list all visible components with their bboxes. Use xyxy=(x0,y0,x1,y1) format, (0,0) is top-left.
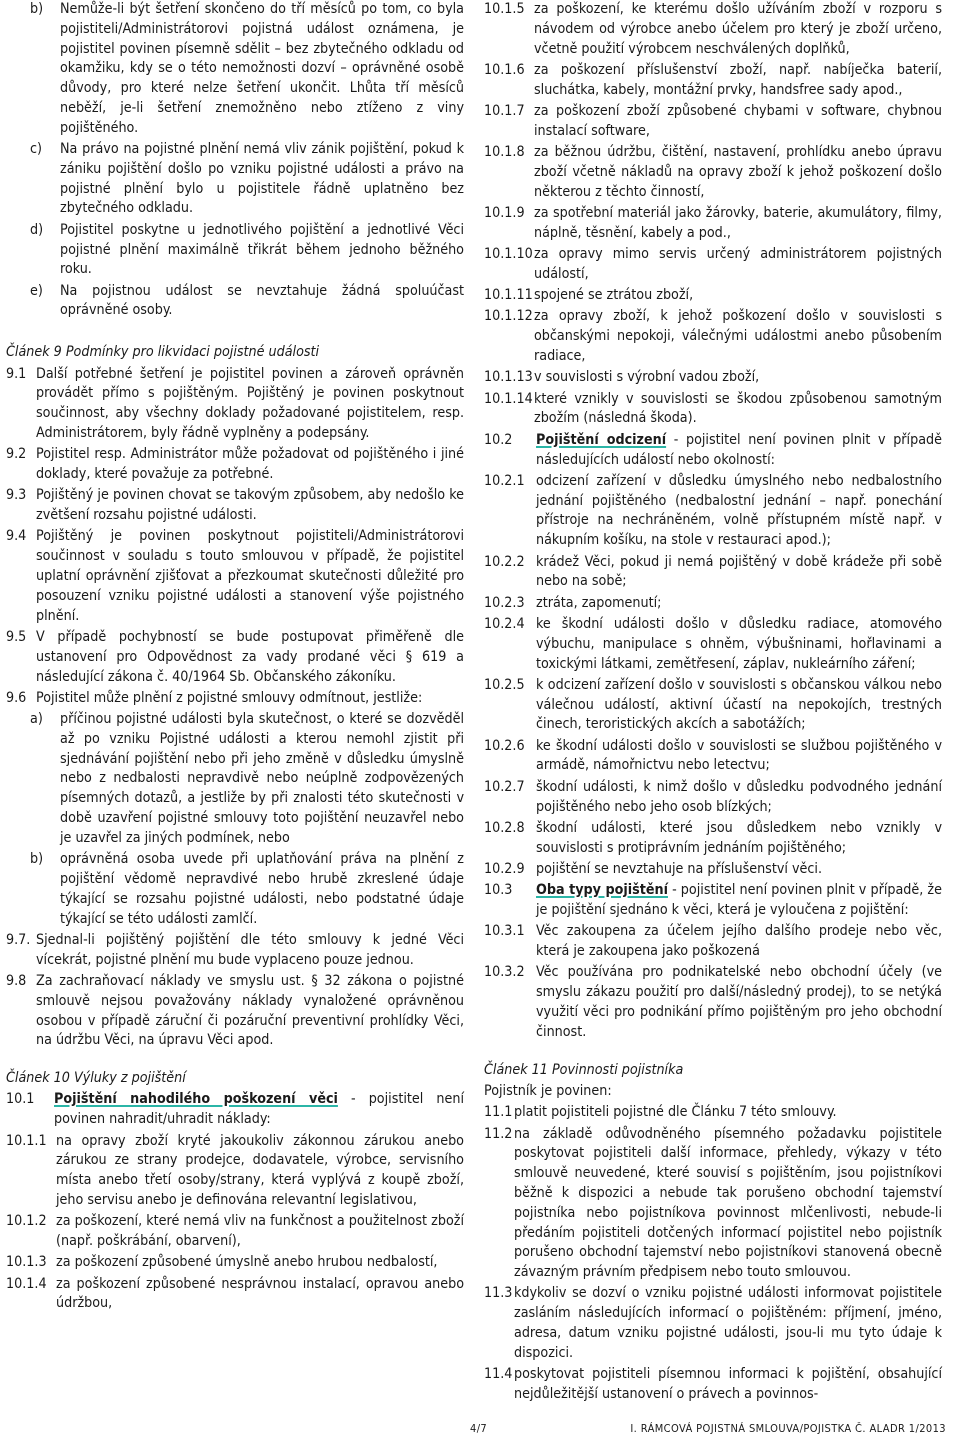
clause-number: 9.1 xyxy=(6,365,27,382)
list-item xyxy=(484,860,942,880)
clause-number: 9.8 xyxy=(6,972,27,989)
list-item xyxy=(484,594,942,614)
page-footer xyxy=(0,1417,960,1441)
clause-number: 9.4 xyxy=(6,528,27,545)
clause-number: 10.2.2 xyxy=(484,553,525,570)
clause-text: poskytovat pojistiteli písemnou informaci k pojištění, obsahující nejdůležitější ustanovení o právech a povinnos- xyxy=(514,1366,942,1402)
clause-10-1 xyxy=(6,1090,464,1130)
clause-number: 9.3 xyxy=(6,487,27,504)
clause-number: a) xyxy=(30,711,43,728)
clause-number: e) xyxy=(30,282,43,299)
clause-text: na základě odůvodněného písemného požadavku pojistitele poskytovat pojistiteli další informace, přehledy, výkazy v této smlouvě neuvedené, které souvisí s pojištěním, jsou pojistníkovi běžně k dispozici a nebude tak porušeno obchodní tajemství pojistníka nebo pojistníkova povinnost mlčenlivosti, nebude-li předáním pojistiteli dotčených informací pojistitel nebo pojistník porušeno obchodní tajemství nebo pojistníkovi stanovená obecně závazným právním předpisem nebo touto smlouvou. xyxy=(514,1125,942,1281)
clause-text: krádež Věci, pokud ji nemá pojištěný v době krádeže při sobě nebo na sobě; xyxy=(536,553,942,590)
clause-text: ke škodní události došlo v důsledku radiace, atomového výbuchu, manipulace s ohněm, výbušninami, hořlavinami a toxickými látkami, zemětřesení, záplav, nukleárního záření; xyxy=(536,615,942,672)
underlined-term: Pojištění odcizení xyxy=(536,431,667,448)
article10-1-items xyxy=(6,1132,464,1315)
document-title: I. RÁMCOVÁ POJISTNÁ SMLOUVA/POJISTKA Č. ALADR 1/2013 xyxy=(630,1422,946,1435)
clause-number: 10.1.14 xyxy=(484,390,533,407)
list-item xyxy=(6,221,464,280)
clause-number: 10.2.9 xyxy=(484,860,525,877)
clause-number: b) xyxy=(30,851,44,868)
clause-number: 10.1.9 xyxy=(484,204,525,221)
clause-10-3 xyxy=(484,881,942,921)
clause-number: 10.1.12 xyxy=(484,308,533,325)
list-item xyxy=(484,61,942,101)
clause-text: Za zachraňovací náklady ve smyslu ust. § 32 zákona o pojistné smlouvě nejsou považovány náklady vynaložené oprávněnou osobou v případě záruční či pozáruční preventivní prohlídky Věci, na údržbu Věci, na úpravu Věci apod. xyxy=(36,972,464,1049)
clause-number: 10.1.3 xyxy=(6,1254,47,1271)
list-item xyxy=(484,0,942,59)
clause-text: kdykoliv se dozví o vzniku pojistné události informovat pojistitele zasláním následujících informací o pojištěném: příjmení, jméno, adresa, datum vzniku pojistné události, jsou-li mu tyto údaje k dispozici. xyxy=(514,1285,942,1361)
clause-number: 11.2 xyxy=(484,1125,513,1142)
list-item xyxy=(6,710,464,849)
clause-number: 11.1 xyxy=(484,1104,513,1121)
left-column xyxy=(6,0,464,1316)
list-item xyxy=(484,286,942,306)
clause-text: k odcizení zařízení došlo v souvislosti s občanskou válkou nebo válečnou událostí, aktivní účastí na nepokojích, trestných činech, teroristických akcích a sabotážích; xyxy=(536,676,942,733)
list-item xyxy=(484,615,942,674)
clause-text: za spotřební materiál jako žárovky, baterie, akumulátory, filmy, náplně, těsnění, kabely a pod., xyxy=(534,204,942,241)
list-item xyxy=(6,365,464,444)
list-item xyxy=(484,737,942,777)
clause-10-2 xyxy=(484,431,942,471)
list-item xyxy=(484,143,942,202)
clause-text: za poškození způsobené nesprávnou instalací, opravou anebo údržbou, xyxy=(56,1275,464,1312)
article9-heading: Článek 9 Podmínky pro likvidaci pojistné události xyxy=(6,344,320,361)
clause-number: 10.1.8 xyxy=(484,144,525,161)
underlined-term: Pojištění nahodilého poškození věci xyxy=(54,1091,338,1108)
clause-number: 10.1.2 xyxy=(6,1213,47,1230)
clause-text: Pojistitel resp. Administrátor může požadovat od pojištěného i jiné doklady, které považuje za potřebné. xyxy=(36,446,464,483)
list-item xyxy=(484,922,942,962)
list-item xyxy=(484,204,942,244)
article9-end-items xyxy=(6,931,464,1051)
clause-number: 10.1.11 xyxy=(484,287,533,304)
list-item xyxy=(6,972,464,1051)
clause-text: Sjednal-li pojištěný pojištění dle této smlouvy k jedné Věci vícekrát, pojistné plnění mu bude vyplaceno pouze jednou. xyxy=(36,931,464,968)
article9-6-subitems xyxy=(6,710,464,929)
list-item xyxy=(6,140,464,219)
right-column xyxy=(484,0,942,1406)
clause-number: 10.2 xyxy=(484,431,513,448)
clause-text: Pojistitel může plnění z pojistné smlouvy odmítnout, jestliže: xyxy=(36,689,423,706)
list-item xyxy=(484,1125,942,1283)
clause-text: pojištění se nevztahuje na příslušenství věci. xyxy=(536,860,822,877)
clause-text: platit pojistiteli pojistné dle Článku 7 této smlouvy. xyxy=(514,1104,837,1121)
list-item xyxy=(6,1275,464,1315)
clause-number: 10.2.4 xyxy=(484,615,525,632)
list-item xyxy=(6,628,464,687)
clause-text: škodní události, které jsou důsledkem nebo vznikly v souvislosti s protiprávním jednáním pojištěného; xyxy=(536,819,942,856)
clause-number: 10.1.5 xyxy=(484,1,525,17)
clause-text: ke škodní události došlo v souvislosti se službou pojištěného v armádě, námořnictvu nebo letectvu; xyxy=(536,737,942,774)
list-item xyxy=(6,1212,464,1252)
clause-number: 10.1.1 xyxy=(6,1132,47,1149)
list-item xyxy=(484,1365,942,1405)
clause-text: - pojistitel není povinen nahradit/uhradit náklady: xyxy=(54,1091,464,1128)
clause-number: 9.5 xyxy=(6,628,27,645)
clause-text: za poškození, které nemá vliv na funkčnost a použitelnost zboží (např. poškrábání, obarvení), xyxy=(56,1213,464,1250)
clause-text: za opravy mimo servis určený administrátorem pojistných událostí, xyxy=(534,246,942,282)
clause-number: 10.2.7 xyxy=(484,778,525,795)
list-item xyxy=(6,282,464,322)
clause-text: za poškození zboží způsobené chybami v software, chybnou instalací software, xyxy=(534,102,942,139)
list-item xyxy=(484,307,942,366)
article11-heading: Článek 11 Povinnosti pojistníka xyxy=(484,1061,684,1078)
list-item xyxy=(6,445,464,485)
list-item xyxy=(484,1284,942,1363)
article10-2-items xyxy=(484,472,942,880)
clause-text: Pojištěný je povinen chovat se takovým způsobem, aby nedošlo ke zvětšení rozsahu pojistné události. xyxy=(36,487,464,524)
clause-text: Věc používána pro podnikatelské nebo obchodní účely (ve smyslu zákazu použití pro další/následný prodej), to se netýká využití věci pro podnikání přímo pojištěným pro jeho obchodní činnost. xyxy=(536,964,942,1040)
clause-number: 10.3 xyxy=(484,882,513,899)
clause-text: spojené se ztrátou zboží, xyxy=(534,287,694,304)
article9-items xyxy=(6,365,464,709)
clause-text: V případě pochybností se bude postupovat přiměřeně dle ustanovení pro Odpovědnost za vady prodané věci § 619 a následující zákona č. 40/1964 Sb. Občanského zákoníku. xyxy=(36,628,464,685)
list-item xyxy=(6,689,464,709)
clause-text: škodní události, k nimž došlo v důsledku podvodného jednání pojištěného nebo jeho osob blízkých; xyxy=(536,778,942,815)
clause-number: c) xyxy=(30,141,42,158)
clause-text: které vznikly v souvislosti se škodou způsobenou samotným zbožím (následná škoda). xyxy=(534,390,942,427)
list-item xyxy=(484,778,942,818)
clause-number: d) xyxy=(30,221,44,238)
clause-text: za běžnou údržbu, čištění, nastavení, prohlídku anebo úpravu zboží včetně nákladů na opravy zboží k jehož poškození došlo některou z těchto činností, xyxy=(534,144,942,200)
clause-number: 10.1.10 xyxy=(484,246,533,263)
clause-number: 10.1 xyxy=(6,1091,35,1108)
list-item xyxy=(484,819,942,859)
clause-text: za opravy zboží, k jehož poškození došlo v souvislosti s občanskými nepokoji, válečnými událostmi anebo působením radiace, xyxy=(534,308,942,365)
clause-text: - pojistitel není povinen plnit v případě, že je pojištění sjednáno k věci, která je vyloučena z pojištění: xyxy=(536,882,942,919)
clause-text: Nemůže-li být šetření skončeno do tří měsíců po tom, co byla pojistiteli/Administrátorovi pojistná událost oznámena, je pojistitel povinen písemně sdělit – bez zbytečného odkladu od okamžiku, kdy se o této nemožnosti dozví – oprávněné osobě důvody, pro které nelze šetření ukončit. Lhůta tří měsíců neběží, je-li šetření znemožněno nebo ztíženo z viny pojištěného. xyxy=(60,1,464,136)
clause-text: za poškození, ke kterému došlo užíváním zboží v rozporu s návodem od výrobce anebo účelem pro který je zboží určeno, včetně použití výrobcem neschválených doplňků, xyxy=(534,1,942,57)
clause-text: Pojistitel poskytne u jednotlivého pojištění a jednotlivé Věci pojistné plnění maximálně třikrát během jednoho běžného roku. xyxy=(60,221,464,278)
clause-text: Věc zakoupena za účelem jejího dalšího prodeje nebo věc, která je zakoupena jako poškozená xyxy=(536,923,942,960)
clause-number: 10.1.7 xyxy=(484,102,525,119)
list-item xyxy=(6,1132,464,1211)
article10-1-items-continued xyxy=(484,0,942,429)
clause-number: 10.2.6 xyxy=(484,737,525,754)
clause-text: příčinou pojistné události byla skutečnost, o které se dozvěděl až po vzniku Pojistné události a kterou nemohl zjistit při sjednávání pojištění nebo při jeho změně v důsledku úmyslně nebo z nedbalosti nepravdivě nebo neúplně zodpovězených písemných dotazů, a jestliže by při znalosti této skutečnosti v době uzavření pojistné smlouvy toto pojištění neuzavřel nebo je uzavřel za jiných podmínek, nebo xyxy=(60,711,464,846)
clause-number: 10.2.3 xyxy=(484,594,525,611)
list-item xyxy=(484,676,942,735)
list-item xyxy=(6,931,464,971)
clause-number: 10.1.4 xyxy=(6,1275,47,1292)
list-item xyxy=(6,850,464,929)
clause-text: Další potřebné šetření je pojistitel povinen a zároveň oprávněn provádět přímo s pojištěným. Pojištěný je povinen poskytnout součinnost, aby všechny doklady požadované pojistitelem, resp. Administrátorem, byly řádně vyplněny a podepsány. xyxy=(36,365,464,441)
list-item xyxy=(484,390,942,430)
clause-text: - pojistitel není povinen plnit v případě následujících událostí nebo okolností: xyxy=(536,431,942,468)
underlined-term: Oba typy pojištění xyxy=(536,882,668,899)
list-item xyxy=(484,245,942,285)
clause-text: v souvislosti s výrobní vadou zboží, xyxy=(534,369,760,386)
clause-text: na opravy zboží kryté jakoukoliv zákonnou zárukou anebo zárukou ze strany prodejce, dodavatele, výrobce, servisního místa anebo třetí osoby/strany, která vyplývá z koupě zboží, jeho servisu anebo je definována relevantní legislativou, xyxy=(56,1132,464,1208)
clause-number: 10.2.1 xyxy=(484,472,525,489)
clause-number: 10.3.1 xyxy=(484,923,525,940)
list-item xyxy=(484,472,942,551)
clause-number: 10.2.8 xyxy=(484,819,525,836)
list-item xyxy=(6,486,464,526)
article10-3-items xyxy=(484,922,942,1042)
list-item xyxy=(484,553,942,593)
clause-number: 9.7. xyxy=(6,931,31,948)
list-item xyxy=(484,963,942,1042)
list-item xyxy=(6,0,464,139)
list-item xyxy=(6,527,464,626)
clause-text: oprávněná osoba uvede při uplatňování práva na plnění z pojištění vědomě nepravdivé nebo hrubě zkreslené údaje týkající se rozsahu pojistné události, nebo podstatné údaje týkající se této události zamlčí. xyxy=(60,851,464,927)
clause-number: 9.2 xyxy=(6,446,27,463)
clause-number: 9.6 xyxy=(6,689,27,706)
article10-heading: Článek 10 Výluky z pojištění xyxy=(6,1070,186,1087)
article11-intro: Pojistník je povinen: xyxy=(484,1082,612,1099)
clause-text: ztráta, zapomenutí; xyxy=(536,594,662,611)
clause-text: Pojištěný je povinen poskytnout pojistiteli/Administrátorovi součinnost v souladu s touto smlouvou v případě, že pojistitel uplatní oprávnění zjišťovat a přezkoumat skutečnosti důležité pro posouzení vzniku pojistné události a stanovení výše pojistného plnění. xyxy=(36,528,464,624)
clause-number: 11.4 xyxy=(484,1366,513,1383)
clause-text: za poškození příslušenství zboží, např. nabíječka baterií, sluchátka, kabely, montážní prvky, handsfree sady apod., xyxy=(534,61,942,98)
clause-number: 11.3 xyxy=(484,1285,513,1302)
clause-number: 10.1.6 xyxy=(484,61,525,78)
clause-number: 10.3.2 xyxy=(484,964,525,981)
list-item xyxy=(484,102,942,142)
list-item xyxy=(484,368,942,388)
article11-items xyxy=(484,1103,942,1404)
clause-text: Na právo na pojistné plnění nemá vliv zánik pojištění, pokud k zániku pojištění došlo po vzniku pojistné události a právo na pojistné plnění bylo u pojistitele řádně uplatněno bez zbytečného odkladu. xyxy=(60,141,464,217)
clause-number: b) xyxy=(30,1,44,17)
page-number: 4/7 xyxy=(470,1422,488,1435)
list-item xyxy=(484,1103,942,1123)
clause-text: odcizení zařízení v důsledku úmyslného nebo nedbalostního jednání pojištěného (nedbalostní jednání – např. ponechání přístroje na nechráněném, volně přístupném místě např. v nákupním košíku, na stole v restauraci apod.); xyxy=(536,472,942,549)
clause-number: 10.1.13 xyxy=(484,369,533,386)
clause-number: 10.2.5 xyxy=(484,676,525,693)
list-item xyxy=(6,1253,464,1273)
article8-continuation xyxy=(6,0,464,321)
clause-text: Na pojistnou událost se nevztahuje žádná spoluúčast oprávněné osoby. xyxy=(60,282,464,319)
clause-text: za poškození způsobené úmyslně anebo hrubou nedbalostí, xyxy=(56,1254,438,1271)
